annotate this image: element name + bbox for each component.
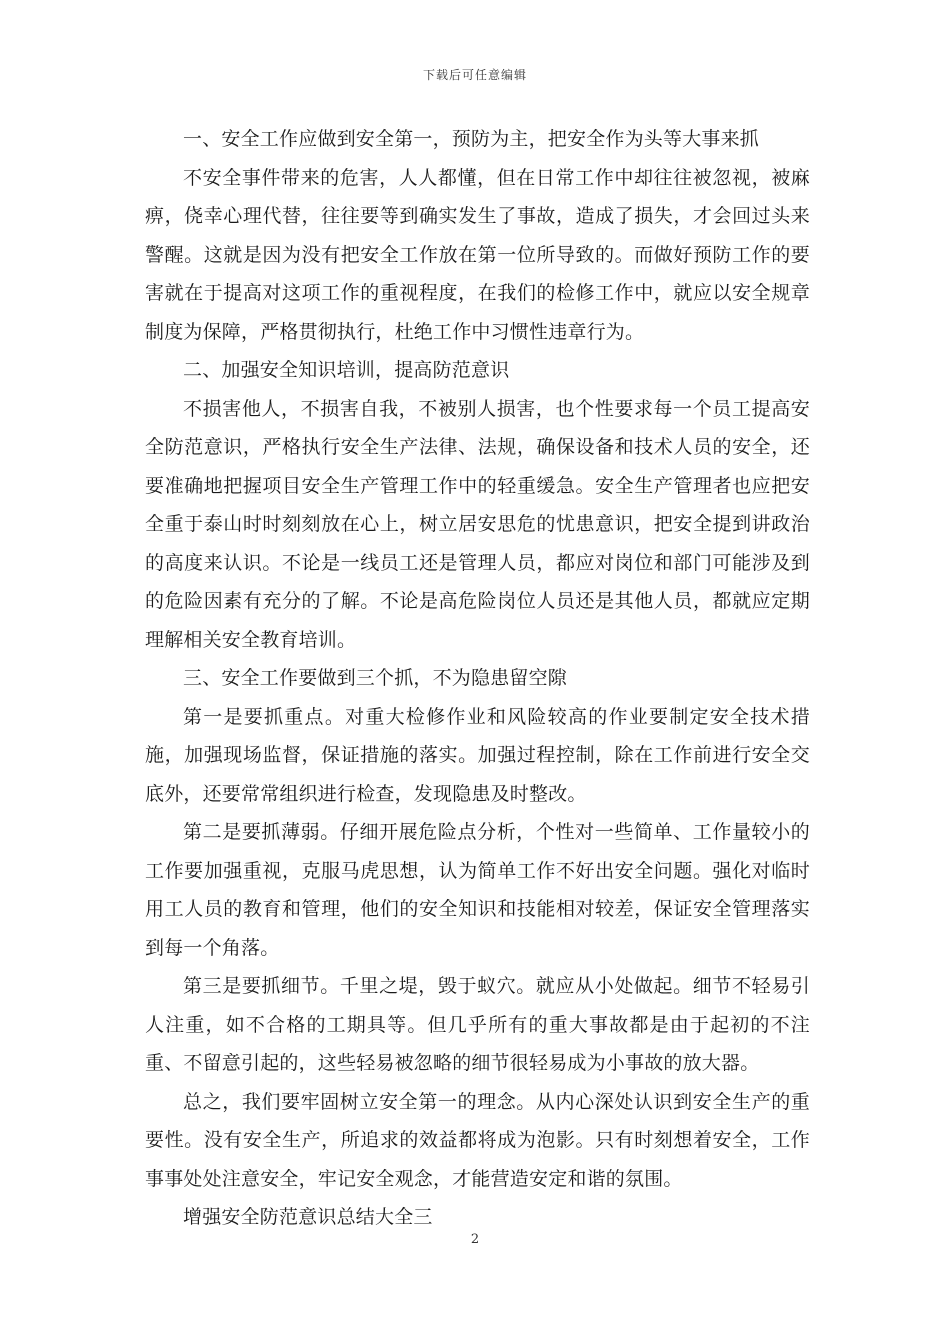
body-paragraph: 不安全事件带来的危害，人人都懂，但在日常工作中却往往被忽视，被麻痹，侥幸心理代替，往往要等到确实发生了事故，造成了损失，才会回过头来警醒。这就是因为没有把安全工作放在第一位所导致的。而做好预防工作的要害就在于提高对这项工作的重视程度，在我们的检修工作中，就应以安全规章制度为保障，严格贯彻执行，杜绝工作中习惯性违章行为。 [145,166,810,343]
conclusion-paragraph: 总之，我们要牢固树立安全第一的理念。从内心深处认识到安全生产的重要性。没有安全生产，所追求的效益都将成为泡影。只有时刻想着安全，工作事事处处注意安全，牢记安全观念，才能营造安定和谐的氛围。 [145,1090,810,1190]
body-paragraph: 不损害他人，不损害自我，不被别人损害，也个性要求每一个员工提高安全防范意识，严格执行安全生产法律、法规，确保设备和技术人员的安全，还要准确地把握项目安全生产管理工作中的轻重缓急。安全生产管理者也应把安全重于泰山时时刻刻放在心上，树立居安思危的忧患意识，把安全提到讲政治的高度来认识。不论是一线员工还是管理人员，都应对岗位和部门可能涉及到的危险因素有充分的了解。不论是高危险岗位人员还是其他人员，都就应定期理解相关安全教育培训。 [145,397,810,651]
document-body [145,120,810,1237]
page-number: 2 [470,1232,480,1247]
body-paragraph: 第三是要抓细节。千里之堤，毁于蚁穴。就应从小处做起。细节不轻易引人注重，如不合格的工期具等。但几乎所有的重大事故都是由于起初的不注重、不留意引起的，这些轻易被忽略的细节很轻易成为小事故的放大器。 [145,975,810,1074]
page-header: 下载后可任意编辑 [422,68,527,82]
section-heading-3: 三、安全工作要做到三个抓，不为隐患留空隙 [183,667,568,689]
section-heading-2: 二、加强安全知识培训，提高防范意识 [183,359,510,381]
body-paragraph: 第二是要抓薄弱。仔细开展危险点分析，个性对一些简单、工作量较小的工作要加强重视，克服马虎思想，认为简单工作不好出安全问题。强化对临时用工人员的教育和管理，他们的安全知识和技能相对较差，保证安全管理落实到每一个角落。 [145,821,810,959]
next-article-title: 增强安全防范意识总结大全三 [183,1206,433,1228]
body-paragraph: 第一是要抓重点。对重大检修作业和风险较高的作业要制定安全技术措施，加强现场监督，保证措施的落实。加强过程控制，除在工作前进行安全交底外，还要常常组织进行检查，发现隐患及时整改。 [145,705,810,805]
section-heading-1: 一、安全工作应做到安全第一，预防为主，把安全作为头等大事来抓 [183,128,760,150]
